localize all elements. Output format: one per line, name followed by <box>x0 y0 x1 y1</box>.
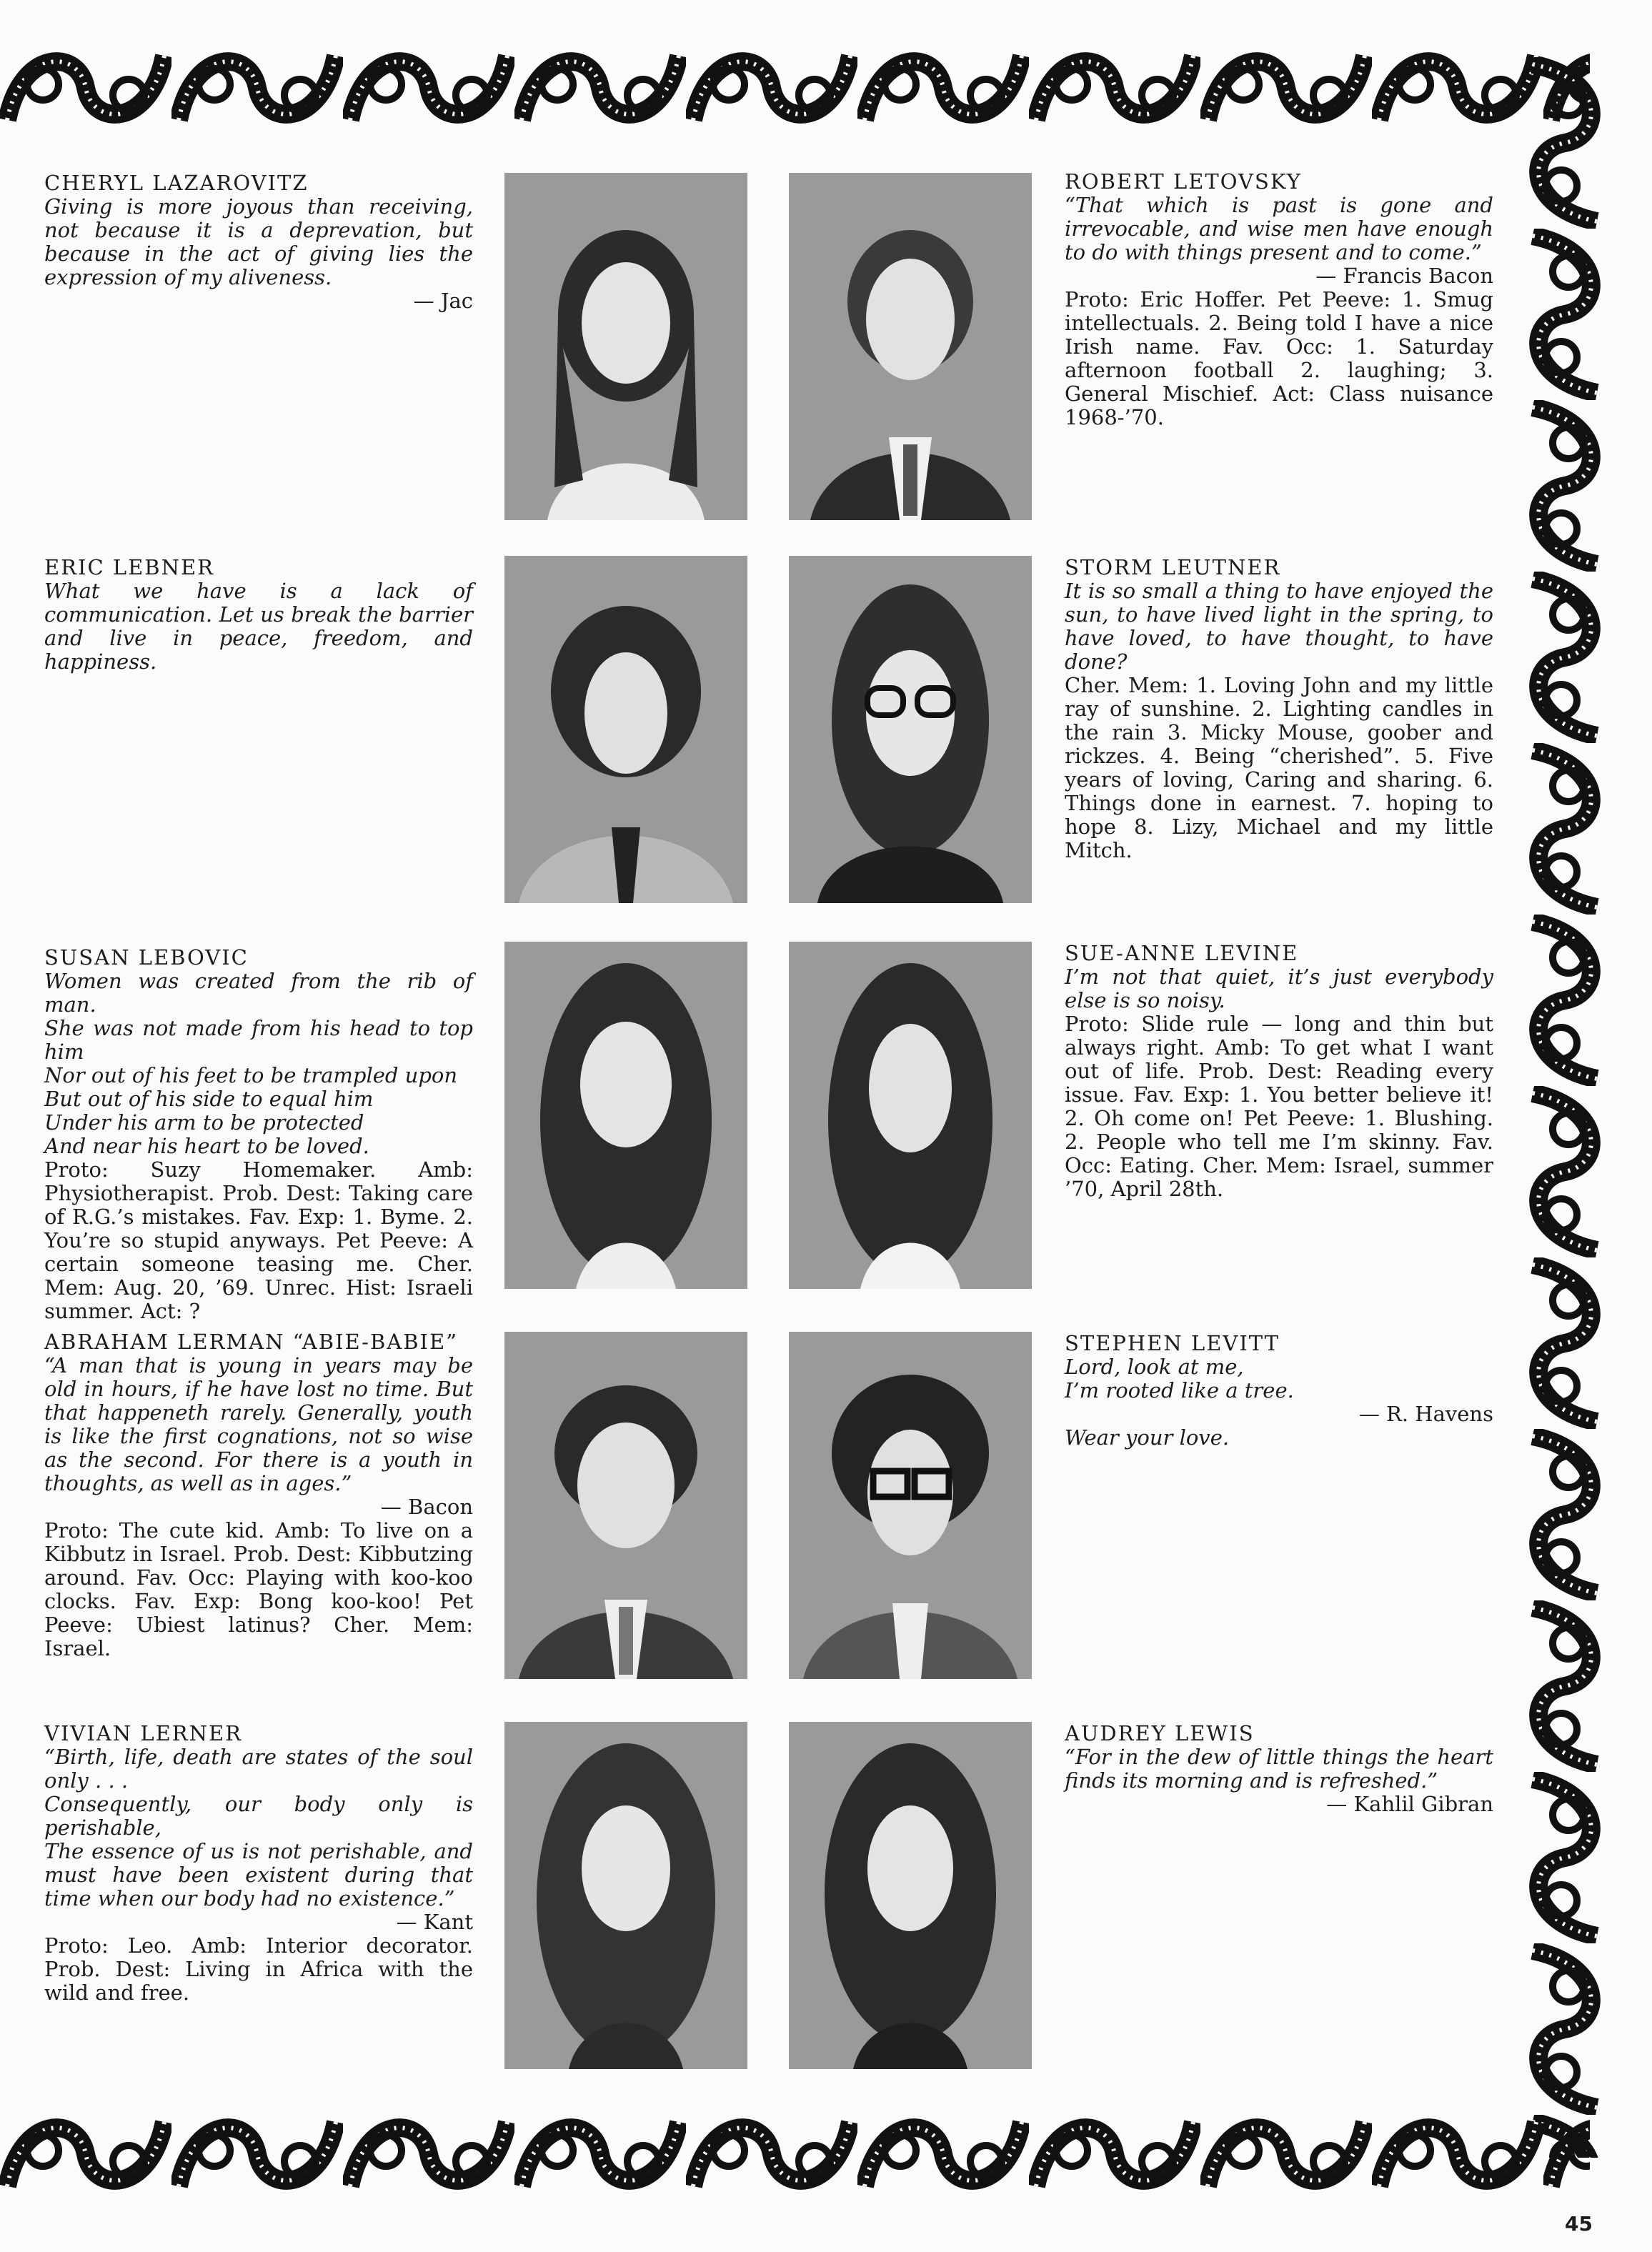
student-name: VIVIAN LERNER <box>44 1721 242 1745</box>
portrait-photo-cheryl-lazarovitz <box>504 173 747 520</box>
student-details: Proto: Suzy Homemaker. Amb: Physiotherapist. Prob. Dest: Taking care of R.G.’s mistakes. Fav. Exp: 1. Byme. 2. You’re so stupid anyways. Pet Peeve: A certain someone teasing me. Cher. Mem: Aug. 20, ’69. Unrec. Hist: Israeli summer. Act: ? <box>44 1157 473 1323</box>
senior-entry-robert-letovsky <box>1065 170 1493 429</box>
student-name: STORM LEUTNER <box>1065 555 1281 579</box>
portrait-photo-abraham-lerman <box>504 1332 747 1679</box>
student-quote: It is so small a thing to have enjoyed the sun, to have lived light in the spring, to have loved, to have thought, to have done? <box>1065 579 1493 674</box>
senior-entry-susan-lebovic <box>44 946 473 1323</box>
quote-attribution: — Francis Bacon <box>1315 264 1493 288</box>
senior-entry-cheryl-lazarovitz <box>44 171 473 313</box>
student-quote: “A man that is young in years may be old in hours, if he have lost no time. But that happeneth rarely. Generally, youth is like the first cognations, not so wise as the second. For there is a youth in thoughts, as well as in ages.” <box>44 1353 473 1495</box>
student-name: ABRAHAM LERMAN “ABIE-BABIE” <box>44 1330 458 1354</box>
senior-entry-storm-leutner <box>1065 556 1493 862</box>
student-name: AUDREY LEWIS <box>1065 1721 1255 1745</box>
student-quote: “Birth, life, death are states of the soul only . . . Consequently, our body only is perishable, The essence of us is not perishable, and must have been existent during that time when our body had no existence.” <box>44 1745 473 1910</box>
portrait-photo-vivian-lerner <box>504 1722 747 2069</box>
portrait-photo-stephen-levitt <box>789 1332 1032 1679</box>
senior-entry-eric-lebner <box>44 556 473 674</box>
quote-attribution: — Jac <box>413 289 473 313</box>
page-number: 45 <box>1565 2212 1593 2236</box>
student-details: Proto: Slide rule — long and thin but always right. Amb: To get what I want out of life. Prob. Dest: Reading every issue. Fav. Exp: 1. You better believe it! 2. Oh come on! Pet Peeve: 1. Blushing. 2. People who tell me I’m skinny. Fav. Occ: Eating. Cher. Mem: Israel, summer ’70, April 28th. <box>1065 1012 1493 1201</box>
student-name: ROBERT LETOVSKY <box>1065 169 1302 194</box>
portrait-photo-robert-letovsky <box>789 173 1032 520</box>
student-details: Proto: Leo. Amb: Interior decorator. Prob. Dest: Living in Africa with the wild and free. <box>44 1933 473 2005</box>
ornamental-border-right <box>1518 57 1611 2158</box>
student-quote: Lord, look at me, I’m rooted like a tree. <box>1065 1355 1294 1402</box>
student-name: STEPHEN LEVITT <box>1065 1331 1280 1355</box>
closing-quote: Wear your love. <box>1065 1425 1230 1450</box>
portrait-photo-eric-lebner <box>504 556 747 903</box>
student-quote: “That which is past is gone and irrevocable, and wise men have enough to do with things present and to come.” <box>1065 193 1493 264</box>
ornamental-border-top <box>0 34 1590 141</box>
student-quote: What we have is a lack of communication. Let us break the barrier and live in peace, freedom, and happiness. <box>44 579 473 674</box>
quote-attribution: — Kant <box>396 1910 473 1934</box>
quote-attribution: — Bacon <box>380 1495 473 1519</box>
senior-entry-audrey-lewis <box>1065 1722 1493 1816</box>
portrait-photo-audrey-lewis <box>789 1722 1032 2069</box>
portrait-photo-storm-leutner <box>789 556 1032 903</box>
student-name: SUE-ANNE LEVINE <box>1065 941 1299 965</box>
senior-entry-sue-anne-levine <box>1065 942 1493 1201</box>
senior-entry-vivian-lerner <box>44 1722 473 2005</box>
quote-attribution: — Kahlil Gibran <box>1326 1792 1493 1816</box>
quote-attribution: — R. Havens <box>1358 1402 1493 1426</box>
portrait-photo-sue-anne-levine <box>789 942 1032 1289</box>
portrait-photo-susan-lebovic <box>504 942 747 1289</box>
student-name: ERIC LEBNER <box>44 555 214 579</box>
student-quote: I’m not that quiet, it’s just everybody else is so noisy. <box>1065 965 1493 1012</box>
ornamental-border-bottom <box>0 2101 1590 2208</box>
student-name: CHERYL LAZAROVITZ <box>44 171 309 195</box>
student-name: SUSAN LEBOVIC <box>44 945 249 970</box>
senior-entry-stephen-levitt <box>1065 1332 1493 1450</box>
student-quote: Women was created from the rib of man. She was not made from his head to top him Nor out of his feet to be trampled upon But out of his side to equal him Under his arm to be protected And near his heart to be loved. <box>44 969 473 1158</box>
student-details: Proto: Eric Hoffer. Pet Peeve: 1. Smug intellectuals. 2. Being told I have a nice Irish name. Fav. Occ: 1. Saturday afternoon football 2. laughing; 3. General Mischief. Act: Class nuisance 1968-’70. <box>1065 287 1493 429</box>
student-details: Proto: The cute kid. Amb: To live on a Kibbutz in Israel. Prob. Dest: Kibbutzing around. Fav. Occ: Playing with koo-koo clocks. Fav. Exp: Bong koo-koo! Pet Peeve: Ubiest latinus? Cher. Mem: Israel. <box>44 1518 473 1660</box>
student-quote: “For in the dew of little things the heart finds its morning and is refreshed.” <box>1065 1745 1493 1793</box>
senior-entry-abraham-lerman <box>44 1330 473 1660</box>
student-quote: Giving is more joyous than receiving, not because it is a deprevation, but because in the act of giving lies the expression of my aliveness. <box>44 194 473 289</box>
student-details: Cher. Mem: 1. Loving John and my little ray of sunshine. 2. Lighting candles in the rain 3. Micky Mouse, goober and rickzes. 4. Being “cherished”. 5. Five years of loving, Caring and sharing. 6. Things done in earnest. 7. hoping to hope 8. Lizy, Michael and my little Mitch. <box>1065 673 1493 862</box>
